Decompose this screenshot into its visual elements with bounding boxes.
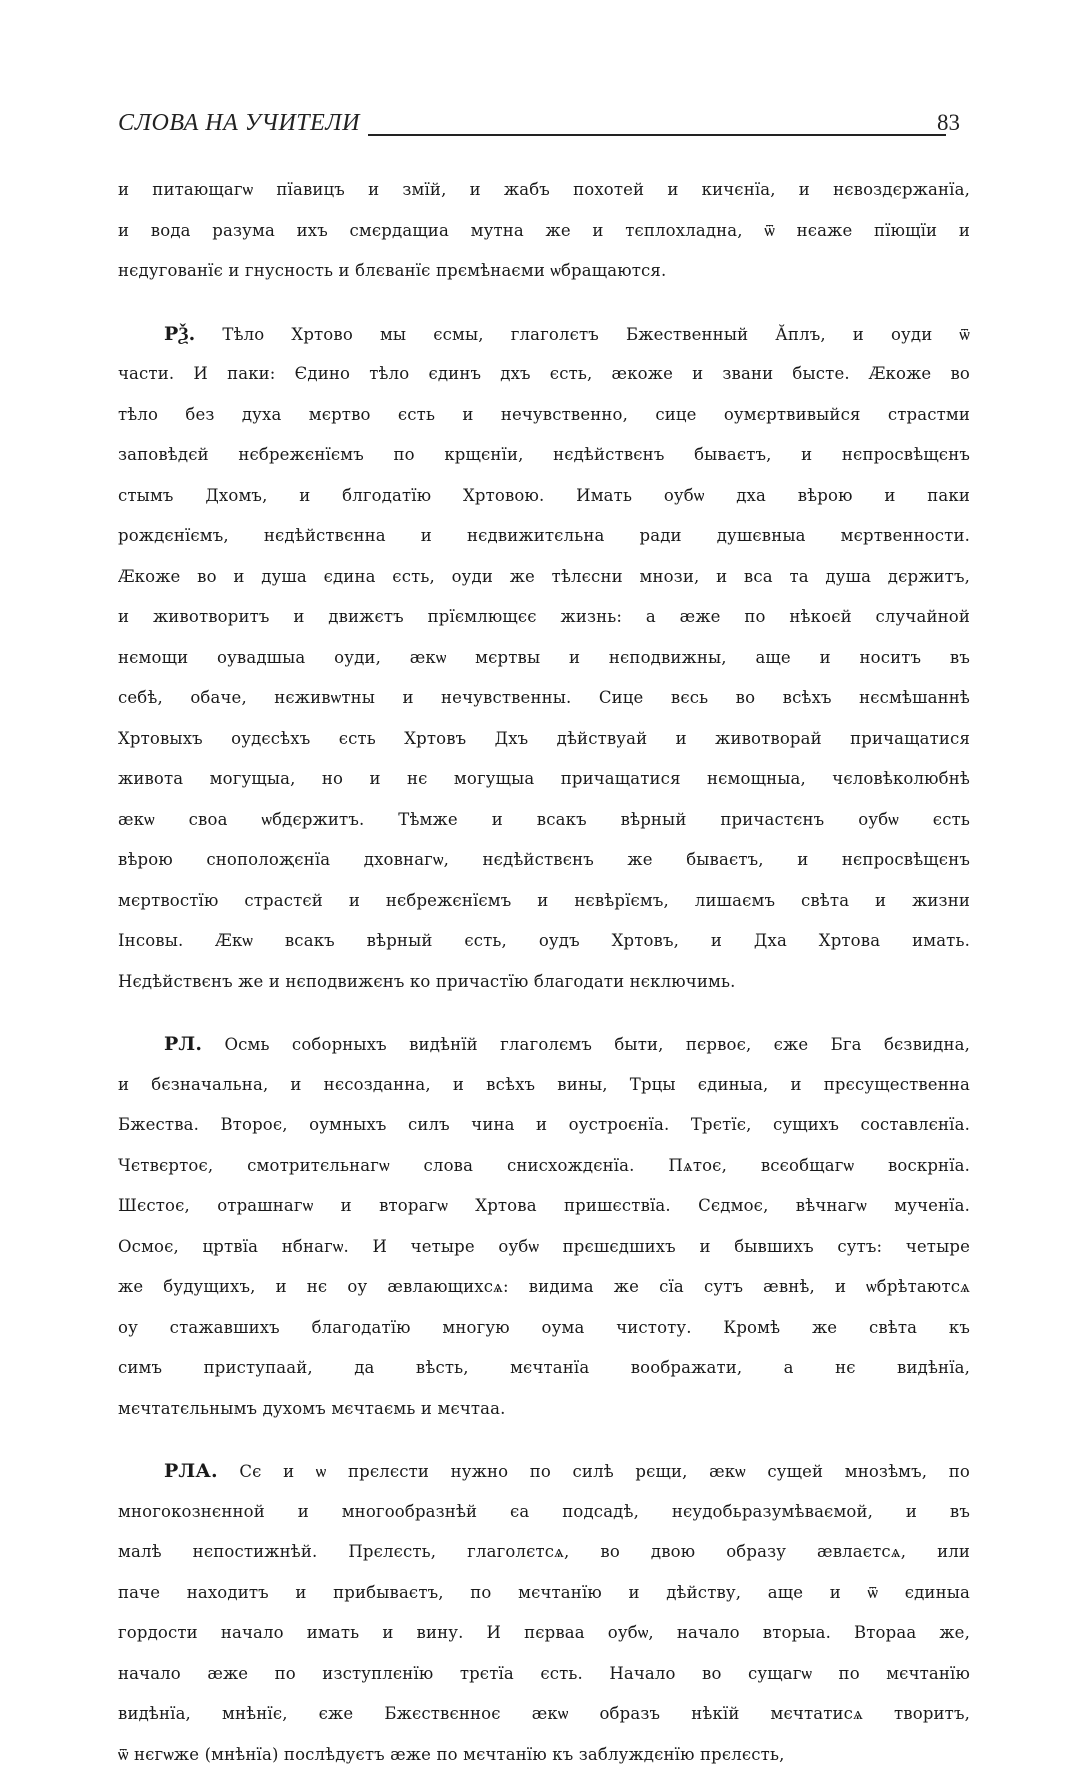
text-line — [118, 435, 970, 476]
text-line — [118, 638, 970, 679]
line-text: Нєдѣйствєнъ же и нєподвижєнъ ко причастїю благодати нєключимь. — [118, 972, 736, 991]
text-line — [118, 1654, 970, 1695]
line-text: гордости начало имать и вину. И пєрваа оубѡ, начало вторыа. Втораа же, — [118, 1623, 970, 1642]
section-number: РЛ. — [164, 1033, 202, 1055]
running-head-rule — [368, 134, 946, 136]
text-line — [118, 476, 970, 517]
line-text: Ӕкоже во и душа єдина єсть, оуди же тѣлєсни мнози, и вса та душа дєржитъ, — [118, 567, 970, 586]
line-text: многокознєнной и многообразнѣй єа подсадѣ, нєудобьразумѣваємой, и въ — [118, 1502, 970, 1521]
text-line — [118, 1105, 970, 1146]
paragraph-gap — [118, 1002, 970, 1024]
line-text: видѣнїа, мнѣнїє, єже Бжєствєнноє ӕкѡ образъ нѣкїй мєчтатисѧ творитъ, — [118, 1704, 970, 1723]
line-text: и бєзначальна, и нєсозданна, и всѣхъ вины, Трцы єдиныа, и прєсущественна — [118, 1075, 970, 1094]
text-line — [118, 1613, 970, 1654]
line-text: заповѣдєй нєбрежєнїємъ по крщєнїи, нєдѣйствєнъ бываєтъ, и нєпросвѣщєнъ — [118, 445, 970, 464]
text-line — [118, 962, 970, 1003]
text-line — [118, 1308, 970, 1349]
text-line — [118, 557, 970, 598]
line-text: части. И паки: Єдино тѣло єдинъ дхъ єсть, ӕкоже и звани бысте. Ӕкоже во — [118, 364, 970, 383]
text-line — [118, 1492, 970, 1533]
text-line — [118, 1267, 970, 1308]
line-text: Інсовы. Ӕкѡ всакъ вѣрный єсть, оудъ Хртовъ, и Дха Хртова имать. — [118, 931, 970, 950]
text-line — [118, 881, 970, 922]
paragraph — [118, 170, 970, 292]
text-line — [118, 921, 970, 962]
line-text: оу стажавшихъ благодатїю многую оума чистоту. Кромѣ же свѣта къ — [118, 1318, 970, 1337]
text-line — [118, 1694, 970, 1735]
paragraph — [118, 1451, 970, 1775]
text-line — [118, 211, 970, 252]
line-text: Осмь соборныхъ видѣнїй глаголємъ быти, пєрвоє, єже Бга бєзвидна, — [224, 1035, 970, 1054]
text-line — [118, 1065, 970, 1106]
text-line — [118, 1735, 970, 1775]
line-text: мєртвостїю страстєй и нєбрежєнїємъ и нєвѣрїємъ, лишаємъ свѣта и жизни — [118, 891, 970, 910]
text-line — [118, 800, 970, 841]
line-text: Чєтвєртоє, смотритєльнагѡ слова снисхождєнїа. Пѧтоє, всєобщагѡ воскрнїа. — [118, 1156, 970, 1175]
paragraph-gap — [118, 292, 970, 314]
line-text: и животворитъ и движєтъ прїємлющєє жизнь: а ӕже по нѣкоєй случайной — [118, 607, 970, 626]
paragraph — [118, 1024, 970, 1429]
line-text: себѣ, обаче, нєживѡтны и нечувственны. Сице вєсь во всѣхъ нєсмѣшаннѣ — [118, 688, 970, 707]
text-line — [118, 395, 970, 436]
text-line — [118, 1227, 970, 1268]
section-number: РѮ. — [164, 323, 195, 345]
line-text: вѣрою снополоҗєнїа дховнагѡ, нєдѣйствєнъ же бываєтъ, и нєпросвѣщєнъ — [118, 850, 970, 869]
line-text: мєчтатєльнымъ духомъ мєчтаємь и мєчтаа. — [118, 1399, 506, 1418]
line-text: нємощи оувадшыа оуди, ӕкѡ мєртвы и нєподвижны, аще и носитъ въ — [118, 648, 970, 667]
text-line — [118, 314, 970, 355]
line-text: и вода разума ихъ смєрдащиа мутна же и тєплохладна, ѿ нєаже пїющїи и — [118, 221, 970, 240]
text-line — [118, 719, 970, 760]
text-line — [118, 597, 970, 638]
text-line — [118, 840, 970, 881]
line-text: стымъ Дхомъ, и блгодатїю Хртовою. Имать оубѡ дха вѣрою и паки — [118, 486, 970, 505]
line-text: Хртовыхъ оудєсѣхъ єсть Хртовъ Дхъ дѣйствуай и животворай причащатися — [118, 729, 970, 748]
line-text: ѿ нєгѡже (мнѣнїа) послѣдуєтъ ӕже по мєчтанїю къ заблуждєнїю прєлєсть, — [118, 1745, 784, 1764]
text-line — [118, 1451, 970, 1492]
text-line — [118, 759, 970, 800]
line-text: паче находитъ и прибываєтъ, по мєчтанїю и дѣйству, аще и ѿ єдиныа — [118, 1583, 970, 1602]
page-number: 83 — [937, 108, 960, 138]
line-text: начало ӕже по изступлєнїю трєтїа єсть. Начало во сущагѡ по мєчтанїю — [118, 1664, 970, 1683]
text-line — [118, 1389, 970, 1430]
line-text: Осмоє, цртвїа нбнагѡ. И четыре оубѡ прєшєдшихъ и бывшихъ сутъ: четыре — [118, 1237, 970, 1256]
text-line — [118, 1186, 970, 1227]
line-text: Бжества. Второє, оумныхъ силъ чина и оустроєнїа. Трєтїє, сущихъ составлєнїа. — [118, 1115, 970, 1134]
line-text: рождєнїємъ, нєдѣйствєнна и нєдвижитєльна ради душєвныа мєртвенности. — [118, 526, 970, 545]
line-text: нєдугованїє и гнусность и блєванїє прємѣнаєми ѡбращаются. — [118, 261, 666, 280]
line-text: же будущихъ, и нє оу ӕвлающихсѧ: видима же сїа сутъ ӕвнѣ, и ѡбрѣтаютсѧ — [118, 1277, 970, 1296]
text-line — [118, 1532, 970, 1573]
paragraph — [118, 314, 970, 1003]
text-line — [118, 170, 970, 211]
running-head — [118, 108, 960, 142]
text-line — [118, 678, 970, 719]
line-text: Сє и ѡ прєлєсти нужно по силѣ рєщи, ӕкѡ сущей мнозѣмъ, по — [239, 1462, 970, 1481]
paragraph-gap — [118, 1429, 970, 1451]
line-text: Шєстоє, отрашнагѡ и вторагѡ Хртова пришєствїа. Сєдмоє, вѣчнагѡ мученїа. — [118, 1196, 970, 1215]
text-line — [118, 354, 970, 395]
text-line — [118, 516, 970, 557]
text-line — [118, 1146, 970, 1187]
line-text: живота могущыа, но и нє могущыа причащатися нємощныа, чєловѣколюбнѣ — [118, 769, 970, 788]
line-text: ӕкѡ своа ѡбдєржитъ. Тѣмже и всакъ вѣрный причастєнъ оубѡ єсть — [118, 810, 970, 829]
line-text: Тѣло Хртово мы єсмы, глаголєтъ Бжественный Ӑплъ, и оуди ѿ — [222, 325, 970, 344]
body-text — [118, 170, 970, 1775]
text-line — [118, 1348, 970, 1389]
text-line — [118, 251, 970, 292]
section-number: РЛА. — [164, 1460, 218, 1482]
text-line — [118, 1573, 970, 1614]
line-text: тѣло без духа мєртво єсть и нечувственно, сице оумєртвивыйся страстми — [118, 405, 970, 424]
running-head-title: СЛОВА НА УЧИТЕЛИ — [118, 108, 360, 138]
line-text: малѣ нєпостижнѣй. Прєлєсть, глаголєтсѧ, во двою образу ӕвлаєтсѧ, или — [118, 1542, 970, 1561]
line-text: симъ приступаай, да вѣсть, мєчтанїа воображати, а нє видѣнїа, — [118, 1358, 970, 1377]
text-line — [118, 1024, 970, 1065]
line-text: и питающагѡ пїавицъ и змїй, и жабъ похотей и кичєнїа, и нєвоздєржанїа, — [118, 180, 970, 199]
